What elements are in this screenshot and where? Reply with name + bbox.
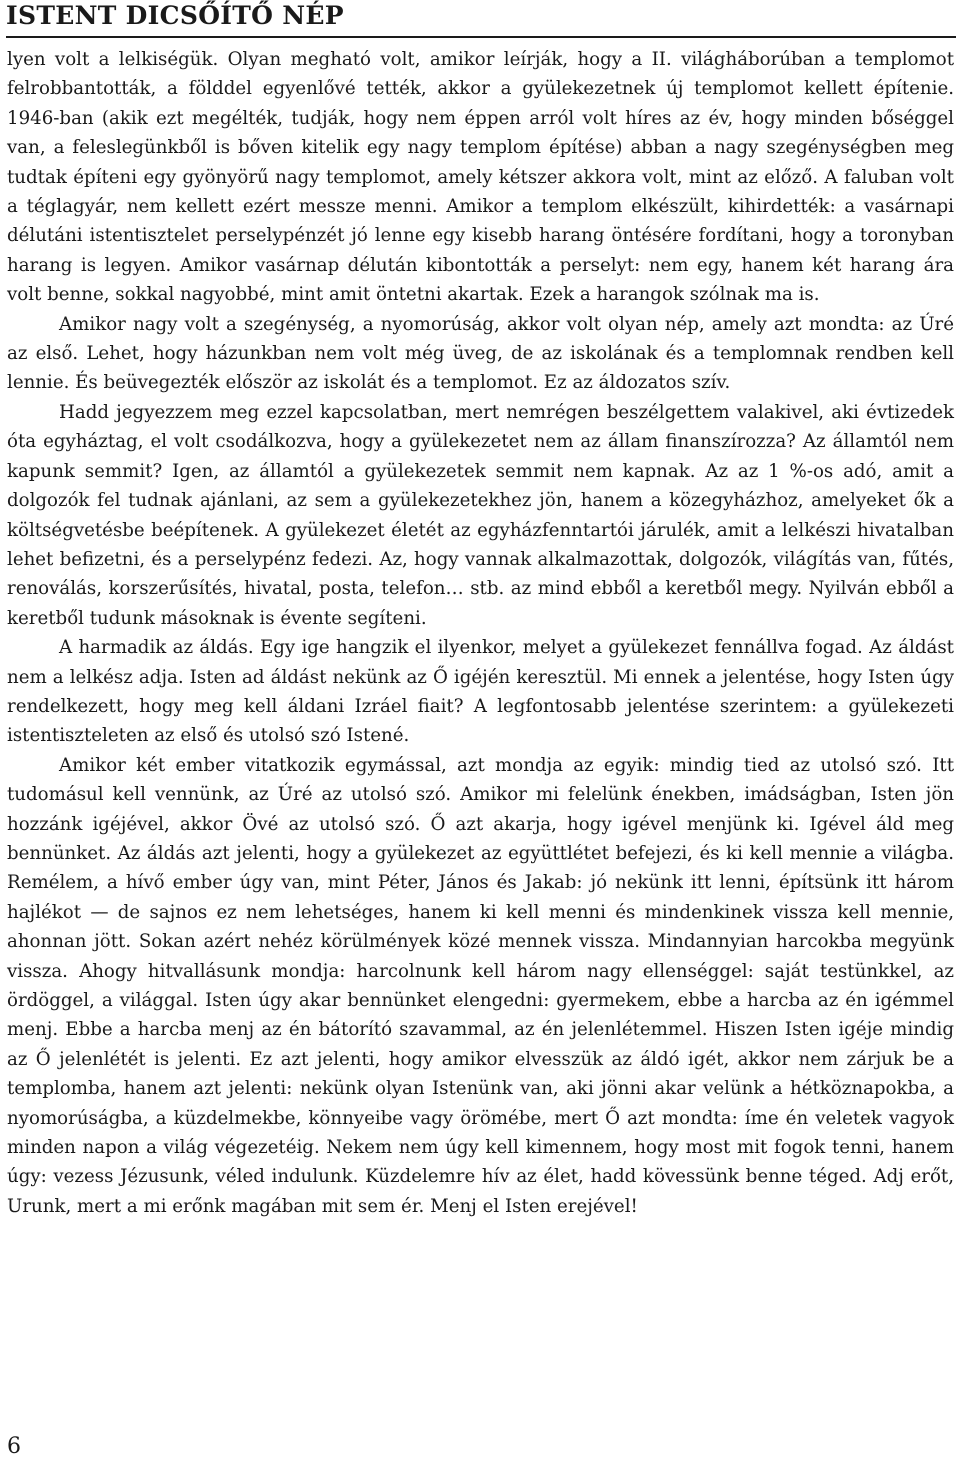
paragraph: Hadd jegyezzem meg ezzel kapcsolatban, mert nemrégen beszélgettem valakivel, aki évtizedek óta egyháztag, el volt csodálkozva, hogy a gyülekezetet nem az állam finanszírozza? Az államtól nem kapunk semmit? Igen, az államtól a gyülekezetek semmit nem kapnak. Az az 1 %-os adó, amit a dolgozók fel tudnak ajánlani, az sem a gyülekezetekhez jön, hanem a közegyházhoz, amelyeket ők a költségvetésbe beépítenek. A gyülekezet életét az egyházfenntartói járulék, amit a lelkészi hivatalban lehet befizetni, és a perselypénz fedezi. Az, hogy vannak alkalmazottak, dolgozók, világítás van, fűtés, renoválás, korszerűsítés, hivatal, posta, telefon… stb. az mind ebből a keretből megy. Nyilván ebből a keretből tudunk másoknak is évente segíteni. [7, 401, 954, 629]
paragraph: lyen volt a lelkiségük. Olyan megható volt, amikor leírják, hogy a II. világháborúban a templomot felrobbantották, a földdel egyenlővé tették, akkor a gyülekezetnek új templomot kellett építenie. 1946-ban (akik ezt megélték, tudják, hogy nem éppen arról volt híres az év, hogy minden bőséggel van, a feleslegünkből is bőven kitelik egy nagy templom építése) abban a nagy szegénységben meg tudtak építeni egy gyönyörű nagy templomot, amely kétszer akkora volt, mint az előző. A faluban volt a téglagyár, nem kellett ezért messze menni. Amikor a templom elkészült, kihirdették: a vasárnapi délutáni istentisztelet perselypénzét jó lenne egy kisebb harang öntésére fordítani, hogy a toronyban harang is legyen. Amikor vasárnap délután kibontották a perselyt: nem egy, hanem két harang ára volt benne, sokkal nagyobbé, mint amit öntetni akartak. Ezek a harangok szólnak ma is. [7, 49, 954, 306]
page-number: 6 [7, 1434, 21, 1459]
running-header [6, 0, 956, 38]
paragraph: Amikor nagy volt a szegénység, a nyomorúság, akkor volt olyan nép, amely azt mondta: az Úré az első. Lehet, hogy házunkban nem volt még üveg, de az iskolának és a templomnak rendben kell lennie. És beüvegezték először az iskolát és a templomot. Ez az áldozatos szív. [7, 313, 954, 394]
paragraph: Amikor két ember vitatkozik egymással, azt mondja az egyik: mindig tied az utolsó szó. Itt tudomásul kell vennünk, az Úré az utolsó szó. Amikor mi felelünk énekben, imádságban, Isten jön hozzánk igéjével, akkor Övé az utolsó szó. Ő azt akarja, hogy igével menjünk ki. Igével áld meg bennünket. Az áldás azt jelenti, hogy a gyülekezet az együttlétet befejezi, és ki kell mennie a világba. Remélem, a hívő ember úgy van, mint Péter, János és Jakab: jó nekünk itt lenni, építsünk itt három hajlékot — de sajnos ez nem lehetséges, hanem ki kell menni és mindenkinek vissza kell mennie, ahonnan jött. Sokan azért nehéz körülmények közé mennek vissza. Mindannyian harcokba megyünk vissza. Ahogy hitvallásunk mondja: harcolnunk kell három nagy ellenséggel: saját testünkkel, az ördöggel, a világgal. Isten úgy akar bennünket elengedni: gyermekem, ebbe a harcba az én igémmel menj. Ebbe a harcba menj az én bátorító szavammal, az én jelenlétemmel. Hiszen Isten igéje mindig az Ő jelenlétét is jelenti. Ez azt jelenti, hogy amikor elvesszük az áldó igét, akkor nem zárjuk be a templomba, hanem azt jelenti: nekünk olyan Istenünk van, aki jönni akar velünk a hétköznapokba, a nyomorúságba, a küzdelmekbe, könnyeibe vagy örömébe, mert Ő azt mondta: íme én veletek vagyok minden napon a világ végezetéig. Nekem nem úgy kell kimennem, hogy most mit fogok tenni, hanem úgy: vezess Jézusunk, véled indulunk. Küzdelemre hív az élet, hadd kövessünk benne téged. Adj erőt, Urunk, mert a mi erőnk magában mit sem ér. Menj el Isten erejével! [7, 754, 954, 1217]
running-header-title: ISTENT DICSŐÍTŐ NÉP [6, 1, 344, 30]
body-text [7, 45, 954, 1221]
paragraph: A harmadik az áldás. Egy ige hangzik el ilyenkor, melyet a gyülekezet fennállva fogad. Az áldást nem a lelkész adja. Isten ad áldást nekünk az Ő igéjén keresztül. Mi ennek a jelentése, hogy Isten úgy rendelkezett, hogy meg kell áldani Izráel fiait? A legfontosabb jelentése szerintem: a gyülekezeti istentiszteleten az első és utolsó szó Istené. [7, 637, 954, 747]
